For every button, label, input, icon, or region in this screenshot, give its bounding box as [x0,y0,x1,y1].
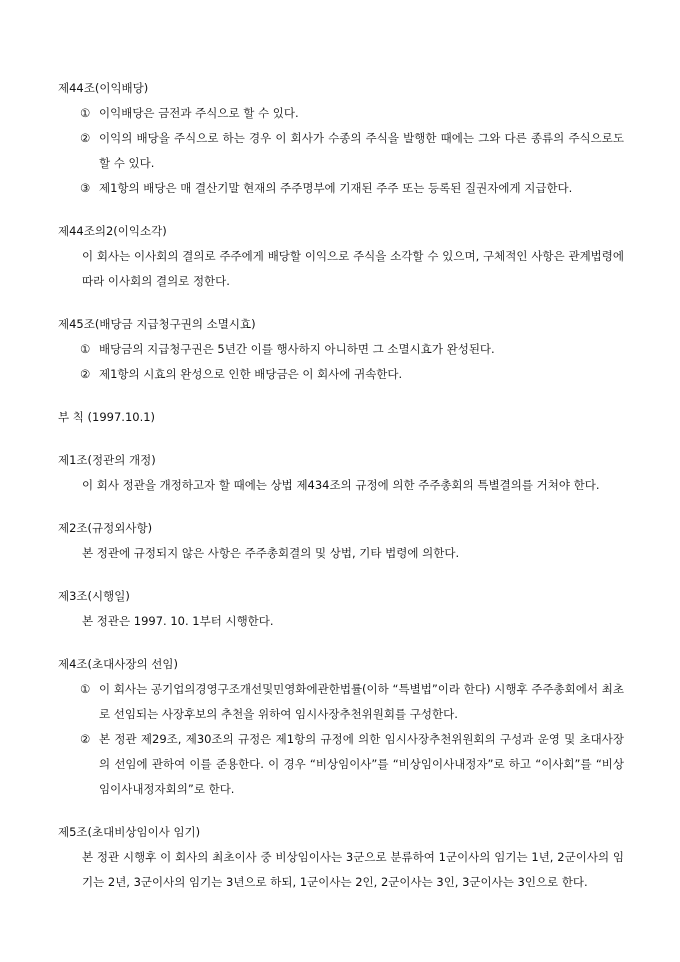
article-section [58,448,624,498]
article-heading: 제5조(초대비상임이사 임기) [58,825,201,839]
article-paragraph: 본 정관은 1997. 10. 1부터 시행한다. [82,614,274,628]
article-paragraph: 본 정관에 규정되지 않은 사항은 주주총회결의 및 상법, 기타 법령에 의한다. [82,546,460,560]
article-section [58,516,624,566]
clause-text: 배당금의 지급청구권은 5년간 이를 행사하지 아니하면 그 소멸시효가 완성된다. [99,342,495,356]
clause-item [80,337,624,362]
clause-number: ① [80,682,91,696]
clause-number: ① [80,106,91,120]
clause-text: 본 정관 제29조, 제30조의 규정은 제1항의 규정에 의한 임시사장추천위원회의 구성과 운영 및 초대사장의 선임에 관하여 이를 준용한다. 이 경우 “비상임이사”를 “비상임이사내정자”로 하고 “이사회”를 “비상임이사내정자회의”로 한다. [99,732,624,796]
article-heading: 제44조(이익배당) [58,81,149,95]
article-paragraph: 본 정관 시행후 이 회사의 최초이사 중 비상임이사는 3군으로 분류하여 1군이사의 임기는 1년, 2군이사의 임기는 2년, 3군이사의 임기는 3년으로 하되, 1군이사는 2인, 2군이사는 3인, 3군이사는 3인으로 한다. [82,850,624,889]
document-body [58,76,624,913]
clause-text: 제1항의 배당은 매 결산기말 현재의 주주명부에 기재된 주주 또는 등록된 질권자에게 지급한다. [99,181,573,195]
clause-text: 제1항의 시효의 완성으로 인한 배당금은 이 회사에 귀속한다. [99,367,403,381]
clause-number: ① [80,342,91,356]
article-heading: 제45조(배당금 지급청구권의 소멸시효) [58,317,256,331]
clause-item [80,101,624,126]
article-section [58,405,624,430]
clause-number: ③ [80,181,91,195]
clause-text: 이익배당은 금전과 주식으로 할 수 있다. [99,106,299,120]
article-section [58,76,624,201]
article-section [58,652,624,802]
article-heading: 제1조(정관의 개정) [58,453,156,467]
clause-number: ② [80,367,91,381]
clause-item [80,727,624,802]
article-section [58,820,624,895]
article-paragraph: 이 회사 정관을 개정하고자 할 때에는 상법 제434조의 규정에 의한 주주총회의 특별결의를 거쳐야 한다. [82,478,600,492]
article-section [58,312,624,387]
article-heading: 부 칙 (1997.10.1) [58,410,156,424]
clause-number: ② [80,131,91,145]
clause-text: 이 회사는 공기업의경영구조개선및민영화에관한법률(이하 “특별법”이라 한다) 시행후 주주총회에서 최초로 선임되는 사장후보의 추천을 위하여 임시사장추천위원회를 구성한다. [99,682,624,721]
clause-text: 이익의 배당을 주식으로 하는 경우 이 회사가 수종의 주식을 발행한 때에는 그와 다른 종류의 주식으로도 할 수 있다. [99,131,624,170]
clause-number: ② [80,732,91,746]
article-heading: 제4조(초대사장의 선임) [58,657,178,671]
article-paragraph: 이 회사는 이사회의 결의로 주주에게 배당할 이익으로 주식을 소각할 수 있으며, 구체적인 사항은 관계법령에 따라 이사회의 결의로 정한다. [82,249,624,288]
clause-item [80,126,624,176]
clause-item [80,677,624,727]
article-section [58,584,624,634]
article-heading: 제2조(규정외사항) [58,521,153,535]
article-heading: 제3조(시행일) [58,589,130,603]
clause-item [80,362,624,387]
article-section [58,219,624,294]
article-heading: 제44조의2(이익소각) [58,224,167,238]
clause-item [80,176,624,201]
